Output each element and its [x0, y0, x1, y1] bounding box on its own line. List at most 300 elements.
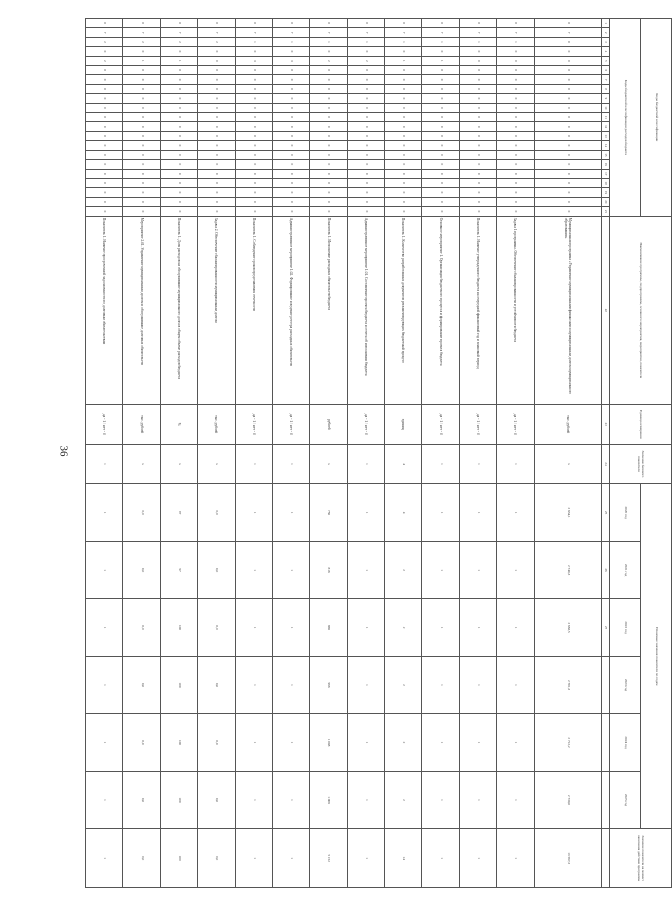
code-cell: 7 [310, 28, 347, 37]
code-cell: 0 [123, 122, 160, 131]
code-cell: 0 [272, 207, 309, 217]
code-cell: 0 [86, 122, 123, 131]
code-cell: 0 [86, 75, 123, 84]
code-cell: 0 [310, 84, 347, 93]
base-value-cell: 1 [86, 444, 123, 484]
column-index: 27 [602, 599, 610, 656]
code-cell: 0 [497, 94, 534, 103]
year-value-cell: 97 [160, 541, 197, 598]
code-cell: 1 [272, 37, 309, 46]
code-cell: 0 [123, 188, 160, 197]
code-cell: 0 [310, 66, 347, 75]
code-cell: 1 [123, 56, 160, 65]
year-value-cell: 0,0 [198, 484, 235, 541]
code-cell: 0 [459, 160, 496, 169]
code-cell: 0 [422, 141, 459, 150]
code-cell: 1 [497, 37, 534, 46]
year-value-cell: 1 [272, 771, 309, 829]
final-value-header: Значение показателя на момент окончания действия программы [610, 829, 672, 888]
year-value-cell: 1 [422, 541, 459, 598]
code-cell: 0 [198, 150, 235, 159]
code-cell: 0 [422, 169, 459, 178]
code-cell: 0 [385, 103, 422, 112]
code-cell: 0 [459, 131, 496, 140]
code-cell: 0 [123, 197, 160, 206]
year-header: 2020 год [610, 484, 641, 541]
year-value-cell: 0,0 [198, 714, 235, 771]
table-row [310, 19, 347, 888]
page-number: 36 [57, 445, 70, 457]
base-value-cell: 4 [385, 444, 422, 484]
year-value-cell: 97 [160, 484, 197, 541]
code-cell: 0 [459, 66, 496, 75]
code-cell: 0 [422, 94, 459, 103]
code-cell: 0 [497, 47, 534, 56]
code-cell: 0 [422, 122, 459, 131]
column-index: 3 [602, 37, 610, 46]
year-value-cell: 1 [422, 656, 459, 713]
code-cell: 0 [123, 75, 160, 84]
code-cell: 0 [160, 103, 197, 112]
code-cell: 0 [497, 197, 534, 206]
code-cell: 0 [198, 47, 235, 56]
final-value-cell: 0,0 [123, 829, 160, 888]
code-cell: 0 [123, 169, 160, 178]
final-value-cell: 1 [235, 829, 272, 888]
code-cell: 0 [347, 84, 384, 93]
column-index-row [602, 19, 610, 888]
code-cell: 0 [497, 66, 534, 75]
table-body [86, 19, 602, 888]
code-cell: 0 [497, 207, 534, 217]
code-cell: 0 [385, 131, 422, 140]
code-cell: 3 [235, 56, 272, 65]
code-cell: 2 [86, 56, 123, 65]
code-cell: 0 [347, 207, 384, 217]
code-cell: 0 [235, 84, 272, 93]
code-cell: 0 [534, 84, 601, 93]
code-cell: 0 [198, 141, 235, 150]
final-value-cell: 0,0 [198, 829, 235, 888]
indicator-name-cell: Показатель 1. Количество разработанных документов регламентирующих бюджетный процесс [385, 216, 422, 404]
code-cell: 0 [198, 207, 235, 217]
code-cell: 0 [459, 84, 496, 93]
code-cell: 0 [385, 197, 422, 206]
year-value-cell: 1 [272, 484, 309, 541]
column-index: 19 [602, 188, 610, 197]
code-cell: 1 [385, 37, 422, 46]
code-cell: 0 [422, 131, 459, 140]
base-value-cell: 1 [497, 444, 534, 484]
code-cell: 1 [160, 56, 197, 65]
year-value-cell: 1 [235, 541, 272, 598]
code-cell: 0 [422, 84, 459, 93]
code-cell: 0 [123, 141, 160, 150]
code-cell: 0 [160, 19, 197, 28]
year-value-cell: 1 [459, 599, 496, 656]
code-cell: 0 [272, 141, 309, 150]
code-cell: 0 [235, 141, 272, 150]
code-cell: 0 [272, 84, 309, 93]
unit-cell: да - 1 / нет - 0 [86, 404, 123, 444]
year-value-cell: 1 [497, 771, 534, 829]
year-value-cell: 2 740,3 [534, 541, 601, 598]
indicator-name-cell: Мероприятие 2.01. Управление муниципальным долгом и обслуживание долговых обязательств [123, 216, 160, 404]
code-cell: 2 [310, 56, 347, 65]
column-index: 25 [602, 484, 610, 541]
final-value-cell: 1 [272, 829, 309, 888]
code-cell: 1 [385, 56, 422, 65]
code-cell: 0 [459, 94, 496, 103]
year-value-cell: 1 [86, 714, 123, 771]
code-cell: 0 [310, 103, 347, 112]
base-value-cell: 1 [422, 444, 459, 484]
year-value-cell: 0,0 [198, 656, 235, 713]
code-cell: 0 [385, 160, 422, 169]
table-row [459, 19, 496, 888]
code-cell: 0 [160, 169, 197, 178]
code-cell: 0 [497, 131, 534, 140]
table-row [347, 19, 384, 888]
unit-cell: да - 1 / нет - 0 [347, 404, 384, 444]
code-cell: 0 [347, 188, 384, 197]
code-cell: 0 [235, 66, 272, 75]
code-cell: 0 [160, 113, 197, 122]
code-cell: 0 [422, 75, 459, 84]
code-cell: 1 [459, 37, 496, 46]
code-cell: 1 [310, 37, 347, 46]
year-value-cell: 1 [422, 714, 459, 771]
code-cell: 0 [385, 122, 422, 131]
base-value-cell: 1 [235, 444, 272, 484]
code-cell: 0 [310, 169, 347, 178]
year-value-cell: 1 [497, 599, 534, 656]
code-cell: 0 [459, 188, 496, 197]
year-value-cell: 1 [459, 541, 496, 598]
year-header: 2024 год [610, 714, 641, 771]
year-value-cell: 2 683,5 [534, 599, 601, 656]
code-cell: 0 [310, 141, 347, 150]
final-value-cell: 5 152 [310, 829, 347, 888]
code-cell: 0 [385, 113, 422, 122]
base-value-cell: x [160, 444, 197, 484]
year-value-cell: 1 [272, 541, 309, 598]
base-value-cell: 1 [459, 444, 496, 484]
column-index-blank [602, 656, 610, 713]
code-cell: 2 [86, 37, 123, 46]
code-cell: 0 [86, 188, 123, 197]
column-index: 15 [602, 150, 610, 159]
year-value-cell: 1 [347, 599, 384, 656]
code-cell: 0 [385, 19, 422, 28]
code-cell: 0 [534, 178, 601, 187]
code-cell: 0 [123, 131, 160, 140]
table-row [160, 19, 197, 888]
year-value-cell: 1 [459, 484, 496, 541]
year-value-cell: 1 008 [310, 714, 347, 771]
table-row [235, 19, 272, 888]
code-cell: 0 [160, 94, 197, 103]
column-index: 1 [602, 19, 610, 28]
code-cell: 0 [235, 94, 272, 103]
year-value-cell: 1 [86, 484, 123, 541]
code-cell: 0 [160, 47, 197, 56]
code-cell: 0 [497, 103, 534, 112]
code-cell: 0 [86, 103, 123, 112]
code-cell: 0 [310, 94, 347, 103]
code-cell: 0 [534, 19, 601, 28]
column-index: 21 [602, 207, 610, 217]
column-index: 7 [602, 75, 610, 84]
table-row [198, 19, 235, 888]
code-cell: 0 [198, 160, 235, 169]
code-cell: 7 [235, 28, 272, 37]
code-cell: 0 [86, 66, 123, 75]
code-cell: 0 [160, 122, 197, 131]
column-index: 8 [602, 84, 610, 93]
code-cell: 0 [310, 19, 347, 28]
code-cell: 0 [86, 141, 123, 150]
indicator-name-cell: Показатель 1. Исполнение расходных обязательств бюджета [310, 216, 347, 404]
code-cell: 0 [123, 47, 160, 56]
year-value-cell: 1 [459, 656, 496, 713]
code-cell: 0 [534, 160, 601, 169]
indicator-name-cell: Задача 2. Обеспечение сбалансированности муниципальным долгом [198, 216, 235, 404]
year-value-cell: 100 [160, 714, 197, 771]
year-value-cell: 100 [160, 771, 197, 829]
column-index: 11 [602, 113, 610, 122]
year-value-cell: 1 [347, 484, 384, 541]
code-cell: 0 [497, 160, 534, 169]
code-cell: 0 [459, 47, 496, 56]
code-cell: 0 [235, 160, 272, 169]
column-index: 17 [602, 169, 610, 178]
column-index-blank [602, 714, 610, 771]
year-value-cell: 2 712,2 [534, 714, 601, 771]
unit-cell: тыс. рублей [534, 404, 601, 444]
code-cell: 0 [385, 188, 422, 197]
column-index: 26 [602, 541, 610, 598]
year-value-cell: 1 [422, 599, 459, 656]
table-row [422, 19, 459, 888]
planned-header: Плановые значения показателя по годам [641, 484, 672, 829]
code-cell: 0 [235, 19, 272, 28]
unit-header: Единица измерения [610, 404, 672, 444]
code-cell: 0 [385, 66, 422, 75]
year-value-cell: 4 [385, 484, 422, 541]
year-value-cell: 1 [86, 656, 123, 713]
code-cell: 0 [198, 75, 235, 84]
indicator-name-cell: Показатель 1. Наличие утвержденного бюджета на очередной финансовый год и плановый период [459, 216, 496, 404]
code-cell: 0 [459, 19, 496, 28]
base-value-cell: x [123, 444, 160, 484]
code-cell: 0 [272, 150, 309, 159]
code-cell: 7 [86, 28, 123, 37]
code-cell: 0 [534, 66, 601, 75]
code-cell: 7 [385, 28, 422, 37]
code-cell: 0 [385, 178, 422, 187]
code-cell: 0 [272, 178, 309, 187]
final-value-cell: 1 [86, 829, 123, 888]
final-value-cell: 100 [160, 829, 197, 888]
code-cell: 0 [123, 103, 160, 112]
code-cell: 0 [347, 122, 384, 131]
year-value-cell: 866 [310, 599, 347, 656]
code-cell: 0 [459, 178, 496, 187]
code-cell: 0 [534, 47, 601, 56]
year-value-cell: 1 [86, 771, 123, 829]
code-cell: 7 [422, 28, 459, 37]
code-cell: 0 [459, 197, 496, 206]
code-cell: 0 [272, 160, 309, 169]
year-value-cell: 1 [272, 714, 309, 771]
table-row [534, 19, 601, 888]
code-cell: 0 [385, 150, 422, 159]
indicator-name-cell: Показатель 1. Наличие просроченной задолженности по долговым обязательствам [86, 216, 123, 404]
table-area [85, 18, 672, 888]
code-cell: 0 [123, 113, 160, 122]
code-cell: 0 [347, 94, 384, 103]
code-cell: 0 [272, 19, 309, 28]
code-cell: 7 [272, 28, 309, 37]
column-index: 23 [602, 404, 610, 444]
code-cell: 0 [497, 188, 534, 197]
column-index: 16 [602, 160, 610, 169]
code-cell: 0 [534, 94, 601, 103]
code-cell: 0 [310, 178, 347, 187]
code-cell: 0 [235, 75, 272, 84]
code-cell: 0 [459, 169, 496, 178]
year-value-cell: 966 [310, 656, 347, 713]
code-cell: 0 [235, 197, 272, 206]
code-cell: 1 [347, 37, 384, 46]
year-value-cell: 1 [347, 714, 384, 771]
code-cell: 0 [459, 103, 496, 112]
code-cell: 1 [422, 37, 459, 46]
table-row [86, 19, 123, 888]
code-cell: 0 [385, 75, 422, 84]
year-value-cell: 1 [272, 599, 309, 656]
column-index: 24 [602, 444, 610, 484]
column-index: 22 [602, 216, 610, 404]
code-cell: 0 [347, 178, 384, 187]
code-cell: 0 [123, 66, 160, 75]
code-cell: 0 [272, 197, 309, 206]
code-cell: 0 [534, 188, 601, 197]
budget-code-header: Коды бюджетной классификации расходов бюджета [610, 19, 641, 217]
unit-cell: да - 1 / нет - 0 [235, 404, 272, 444]
column-index: 12 [602, 122, 610, 131]
code-cell: 0 [198, 113, 235, 122]
year-value-cell: 2 834,1 [534, 484, 601, 541]
code-cell: 0 [86, 19, 123, 28]
code-cell: 0 [235, 169, 272, 178]
year-value-cell: 818 [310, 541, 347, 598]
code-cell: 0 [347, 66, 384, 75]
year-value-cell: 1 [422, 484, 459, 541]
code-cell: 0 [198, 197, 235, 206]
year-value-cell: 2 [385, 599, 422, 656]
column-index: 18 [602, 178, 610, 187]
code-cell: 0 [385, 169, 422, 178]
code-cell: 0 [235, 47, 272, 56]
code-cell: 0 [347, 19, 384, 28]
code-cell: 0 [272, 94, 309, 103]
final-value-cell: 1 [347, 829, 384, 888]
code-cell: 0 [160, 160, 197, 169]
code-cell: 0 [497, 150, 534, 159]
code-cell: 0 [160, 131, 197, 140]
code-cell: 0 [422, 160, 459, 169]
code-cell: 0 [347, 47, 384, 56]
indicator-name-cell: Административное мероприятие 1.02. Формирование и ведение реестра расходных обязательств [272, 216, 309, 404]
year-value-cell: 1 [86, 599, 123, 656]
year-value-cell: 756 [310, 484, 347, 541]
code-cell: 0 [235, 178, 272, 187]
column-index: 2 [602, 28, 610, 37]
base-value-cell: x [310, 444, 347, 484]
unit-cell: да - 1 / нет - 0 [497, 404, 534, 444]
code-cell: 0 [272, 75, 309, 84]
code-cell: 7 [347, 28, 384, 37]
code-cell: 0 [160, 178, 197, 187]
code-cell: 0 [347, 131, 384, 140]
year-value-cell: 0,0 [123, 541, 160, 598]
code-cell: 0 [534, 169, 601, 178]
code-cell: 0 [235, 103, 272, 112]
code-cell: 0 [198, 84, 235, 93]
year-header: 2022 год [610, 599, 641, 656]
indicator-name-cell: Муниципальная программа «Управление муниципальными финансами и муниципальным долгом муниципального образования» [534, 216, 601, 404]
table-row [123, 19, 160, 888]
code-cell: 0 [497, 141, 534, 150]
code-cell: 0 [310, 75, 347, 84]
code-cell: 0 [459, 141, 496, 150]
code-cell: 0 [422, 113, 459, 122]
column-index: 6 [602, 66, 610, 75]
year-value-cell: 1 [497, 541, 534, 598]
code-cell: 2 [123, 37, 160, 46]
code-cell: 0 [86, 160, 123, 169]
code-cell: 0 [534, 207, 601, 217]
code-cell: 0 [347, 150, 384, 159]
code-cell: 0 [310, 160, 347, 169]
column-index-blank [602, 771, 610, 829]
code-cell: 0 [422, 150, 459, 159]
year-value-cell: 0,0 [198, 771, 235, 829]
year-header: 2025 год [610, 771, 641, 829]
column-index: 14 [602, 141, 610, 150]
year-value-cell: 1 [235, 656, 272, 713]
code-cell: 0 [534, 75, 601, 84]
code-cell: 0 [198, 131, 235, 140]
code-cell: 0 [86, 207, 123, 217]
year-value-cell: 0,0 [198, 599, 235, 656]
year-value-cell: 1 [459, 714, 496, 771]
code-cell: 0 [347, 75, 384, 84]
code-cell: 0 [198, 66, 235, 75]
indicator-name-cell: Основное мероприятие 1. Организация бюджетного процесса и формирование проекта бюджета [422, 216, 459, 404]
code-cell: 0 [160, 141, 197, 150]
code-cell: 0 [272, 122, 309, 131]
code-cell: 3 [272, 56, 309, 65]
base-value-header: Значение базового показателя [610, 444, 672, 484]
code-cell: 0 [86, 131, 123, 140]
code-cell: 0 [497, 84, 534, 93]
code-cell: 0 [534, 103, 601, 112]
code-cell: 0 [459, 150, 496, 159]
code-cell: 0 [310, 197, 347, 206]
